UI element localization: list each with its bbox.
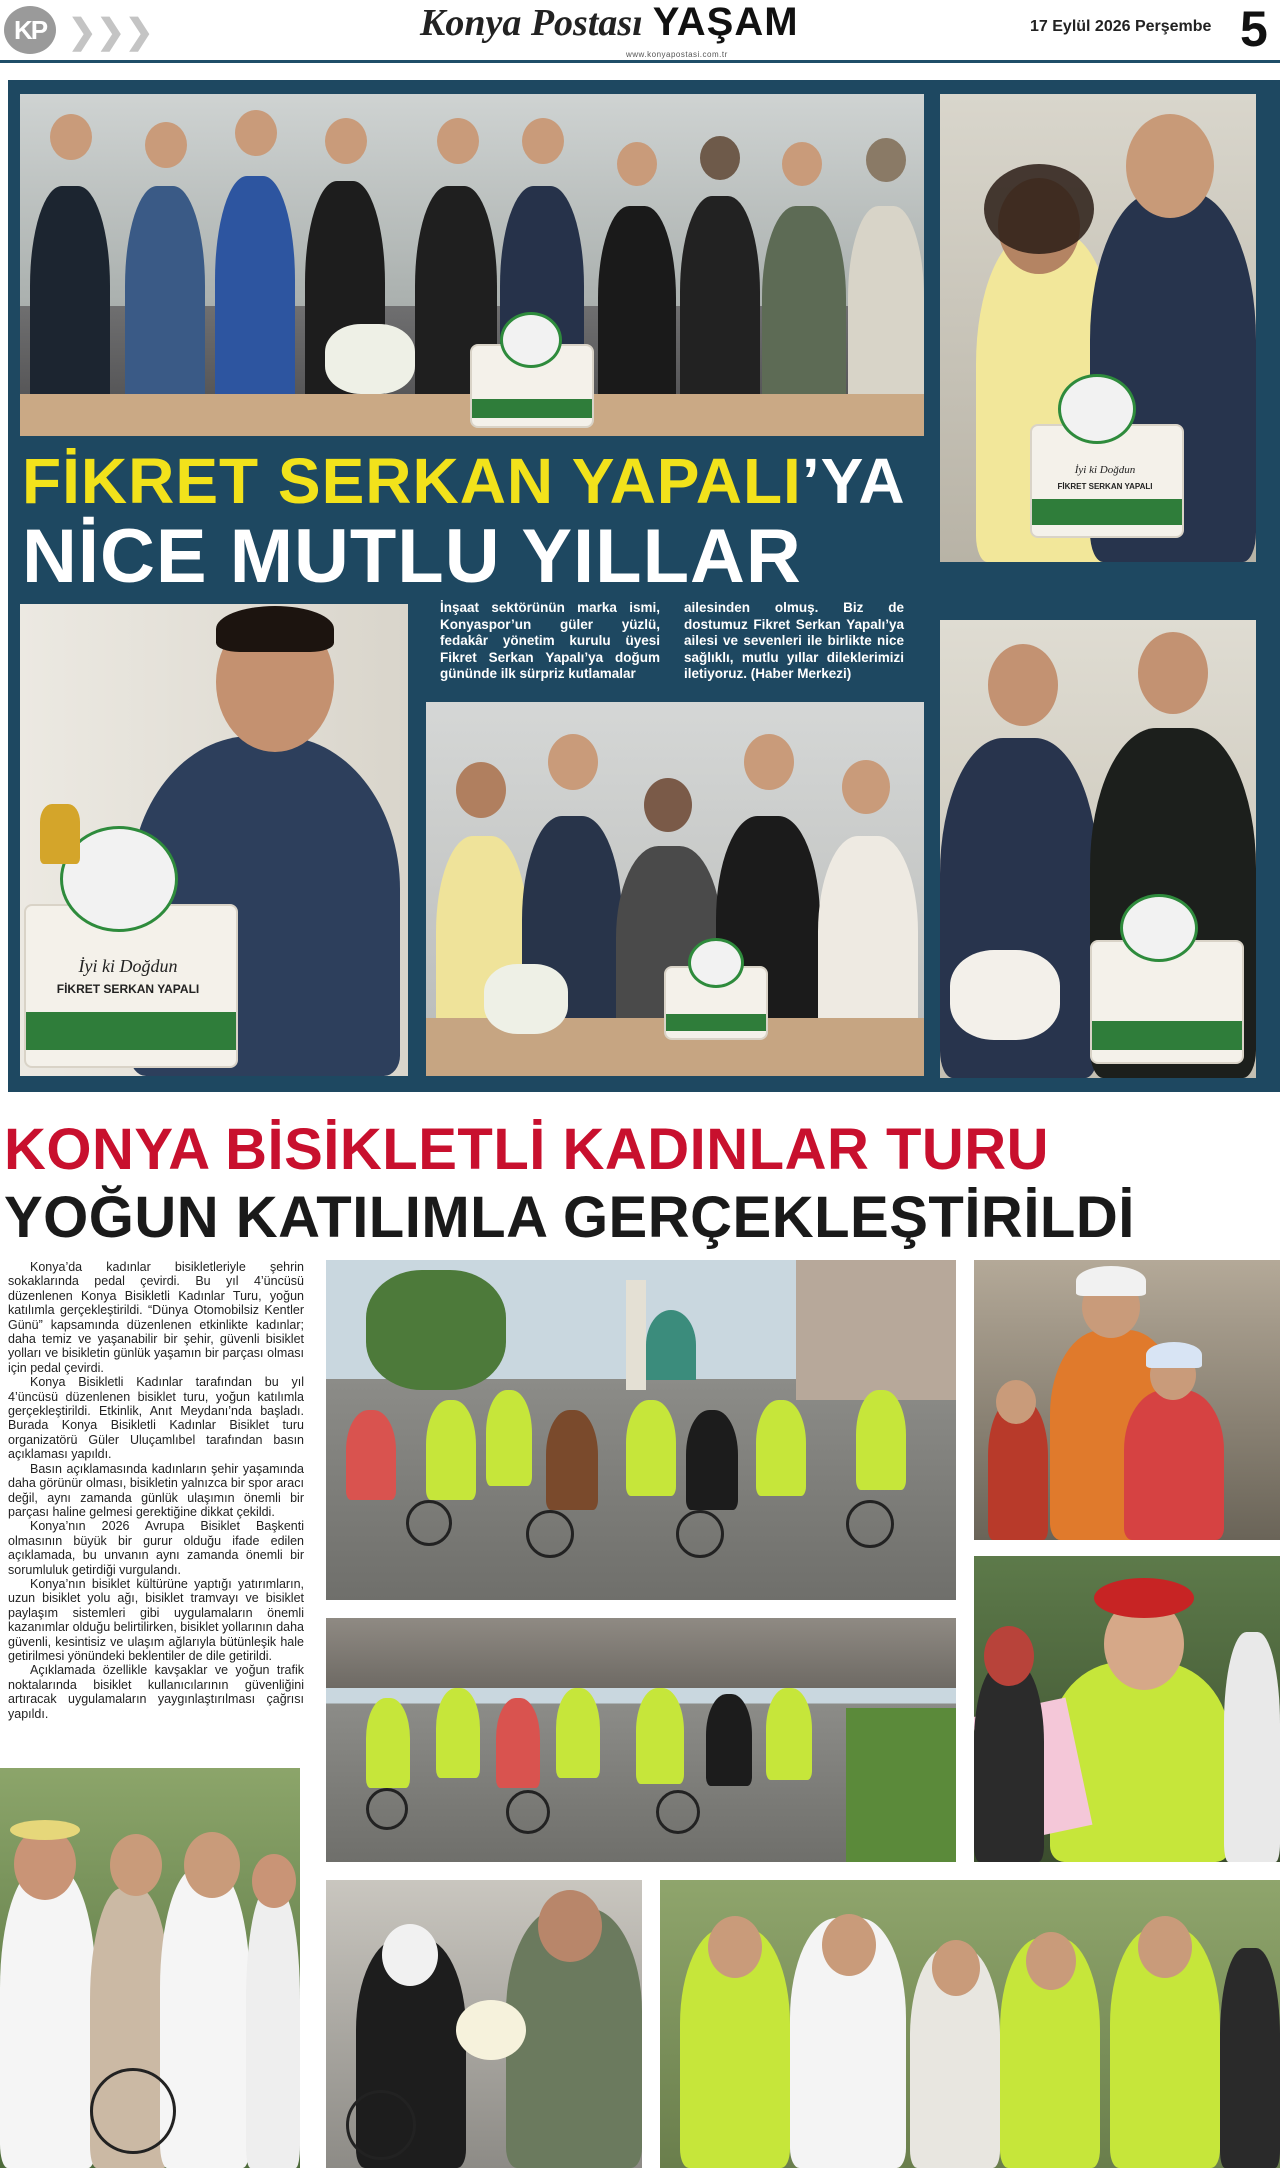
headline-name: FİKRET SERKAN YAPALI: [22, 445, 802, 517]
article-paragraph: Konya Bisikletli Kadınlar tarafından bu yıl 4’üncüsü düzenlenen bisiklet turu, yoğun katılımla gerçekleştirildi. Etkinlik, Anıt Meydanı’nda başladı. Burada Konya Bisikletli Kadınlar Bisiklet turu organizatörü Güler Uluçamlıbel tarafından basın açıklaması yapıldı.: [8, 1375, 304, 1462]
article-paragraph: Açıklamada özellikle kavşaklar ve yoğun trafik noktalarında bisiklet kullanıcılarının güvenliğini artıracak uygulamaların yaygınlaştırılması çağrısı yapıldı.: [8, 1663, 304, 1721]
vest-group-photo: [660, 1880, 1280, 2168]
cycling-headline-line2: YOĞUN KATILIMLA GERÇEKLEŞTİRİLDİ: [4, 1185, 1135, 1250]
page-number: 5: [1240, 1, 1268, 57]
chevron-icon: ❯❯❯: [68, 13, 154, 51]
cake-greeting: İyi ki Doğdun: [1074, 464, 1136, 476]
birthday-headline-line1: [22, 446, 922, 516]
header-divider: [0, 60, 1280, 63]
birthday-headline-line2: NİCE MUTLU YILLAR: [22, 514, 802, 599]
cake-name: FİKRET SERKAN YAPALI: [1057, 482, 1153, 491]
portrait-photo: [20, 604, 408, 1076]
masthead: [420, 0, 799, 50]
father-child-photo: [974, 1260, 1280, 1540]
birthday-article-col2: ailesinden olmuş. Biz de dostumuz Fikret Serkan Yapalı’ya ailesi ve sevenleri ile birlikte nice sağlıklı, mutlu yıllar dileklerimizi iletiyoruz. (Haber Merkezi): [684, 600, 904, 681]
flower-handover-photo: [326, 1880, 642, 2168]
flower-crown-photo: [0, 1768, 300, 2168]
section-name: YAŞAM: [652, 0, 799, 44]
paper-name: Konya Postası: [420, 2, 643, 44]
cake-greeting-large: İyi ki Doğdun: [78, 956, 178, 976]
article-paragraph: Konya’da kadınlar bisikletleriyle şehrin sokaklarında pedal çevirdi. Bu yıl 4’üncüsü düzenlenen Konya Bisikletli Kadınlar Turu, yoğun katılımla gerçekleştirildi. “Dünya Otomobilsiz Kentler Günü” kapsamında düzenlenen etkinlikte kadınlar; daha temiz ve yaşanabilir bir şehir, güvenli bisiklet yolları ve bisikletin günlük yaşamın bir parçası olması için pedal çevirdi.: [8, 1260, 304, 1375]
page-header: [0, 0, 1280, 62]
couple-photo: [940, 94, 1256, 562]
headline-suffix: ’YA: [801, 445, 906, 517]
article-paragraph: Konya’nın bisiklet kültürüne yaptığı yatırımların, uzun bisiklet yolu ağı, bisiklet tramvayı ve bisiklet paylaşım sistemleri gibi uygulamaların önemli kazanımlar olduğu belirtilirken, bisiklet yollarının daha güvenli, kesintisiz ve ulaşım ağlarıyla bütünleşik hale getirilmesi yönündeki beklentiler de dile getirildi.: [8, 1576, 304, 1663]
article-paragraph: Konya’nın 2026 Avrupa Bisiklet Başkenti olmasının büyük bir gurur olduğu ifade edilen açıklamada, bu unvanın aynı zamanda önemli bir sorumluluk getirdiği vurgulandı.: [8, 1519, 304, 1577]
cycling-headline-line1: KONYA BİSİKLETLİ KADINLAR TURU: [4, 1117, 1050, 1182]
issue-date: 17 Eylül 2026 Perşembe: [1030, 18, 1212, 35]
cake-name-large: FİKRET SERKAN YAPALI: [56, 982, 200, 996]
two-men-photo: [940, 620, 1256, 1078]
birthday-article-col1: İnşaat sektörünün marka ismi, Konyaspor’un güler yüzlü, fedakâr yönetim kurulu üyesi Fikret Serkan Yapalı’ya doğum gününde ilk sürpriz kutlamalar: [440, 600, 660, 681]
cycling-parade-photo: [326, 1260, 956, 1600]
speech-photo: [974, 1556, 1280, 1862]
site-url: www.konyapostasi.com.tr: [626, 50, 728, 59]
family-photo: [426, 702, 924, 1076]
newspaper-logo: KP: [4, 6, 56, 54]
cycling-article: [8, 1260, 304, 1721]
article-paragraph: Basın açıklamasında kadınların şehir yaşamında daha görünür olması, bisikletin yalnızca bir spor aracı değil, aynı zamanda günlük ulaşımın önemli bir parçası haline gelmesi gerektiğine dikkat çekildi.: [8, 1461, 304, 1519]
cycling-crowd-photo: [326, 1618, 956, 1862]
group-photo: [20, 94, 924, 436]
